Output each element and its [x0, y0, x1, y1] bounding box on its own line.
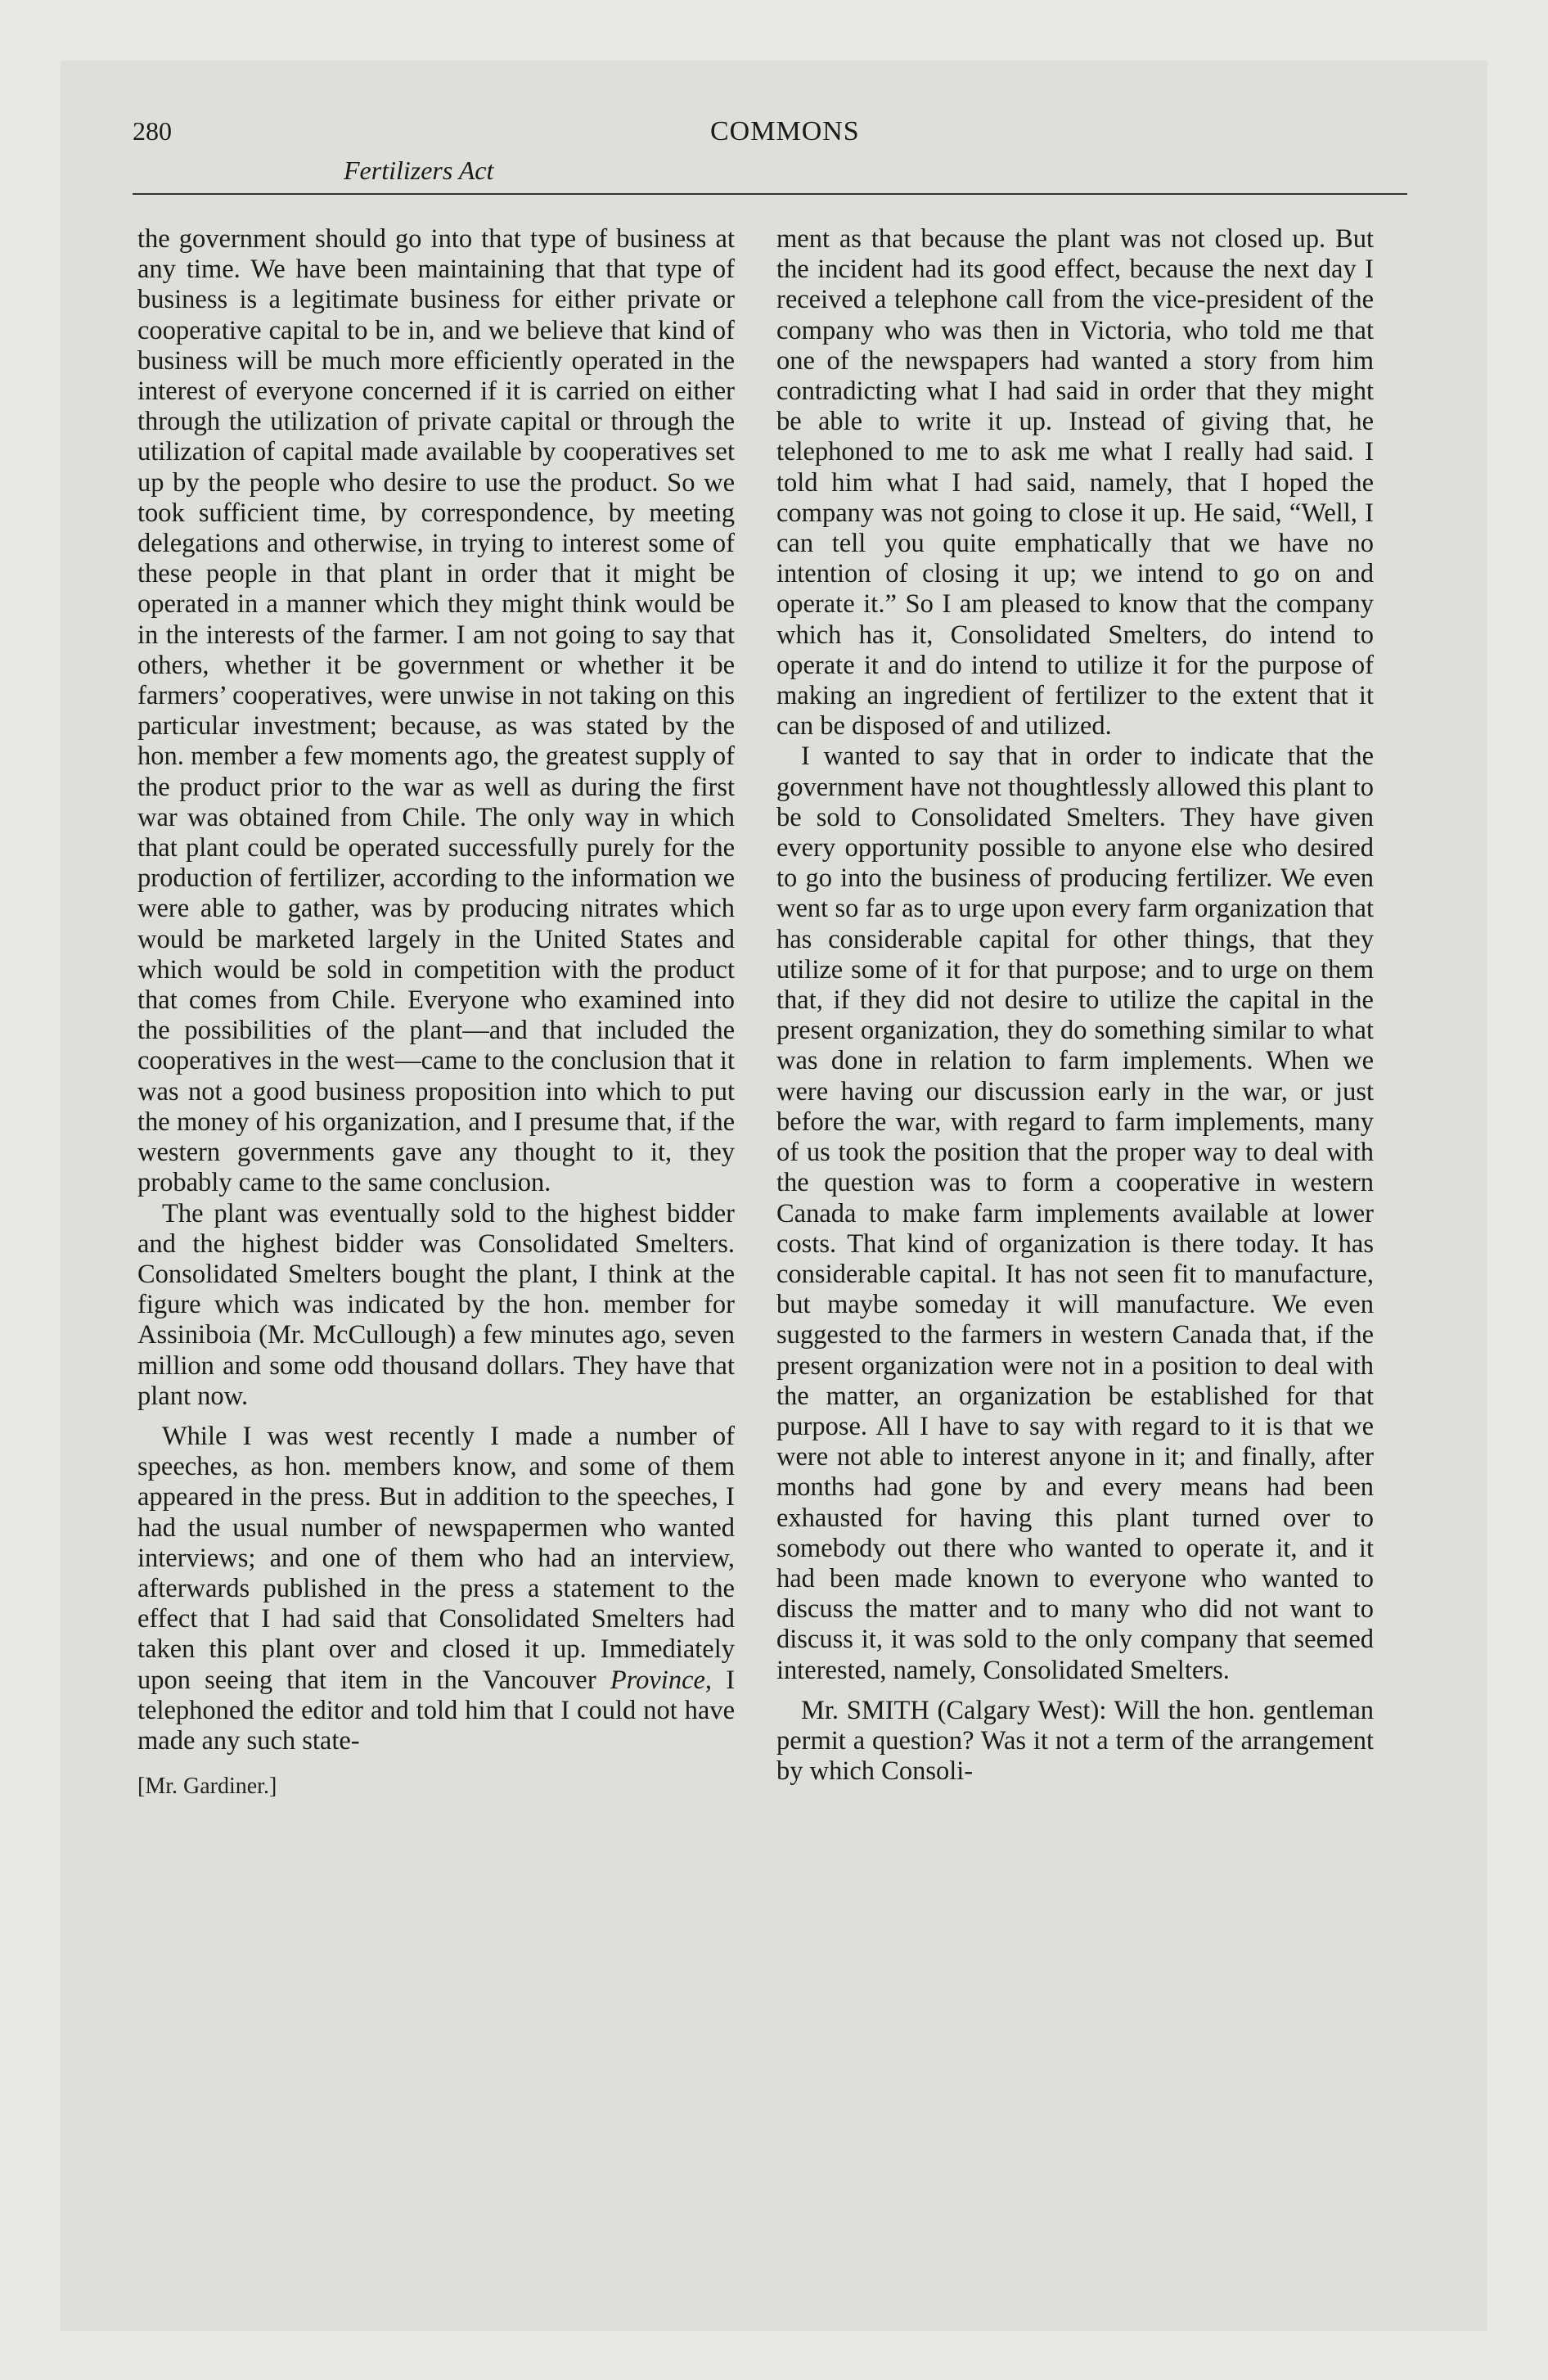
left-paragraph-1: the government should go into that type of business at any time. We have been maintaining that that type of business is a legitimate business for either private or cooperative capital to be in, and we believe that kind of business will be much more efficiently operated in the interest of everyone concerned if it is carried on either through the utilization of private capital or through the utilization of capital made available by cooperatives set up by the people who desire to use the product. So we took sufficient time, by correspondence, by meeting delegations and otherwise, in trying to interest some of these people in that plant in order that it might be operated in a manner which they might think would be in the interests of the farmer. I am not going to say that others, whether it be government or whether it be farmers’ cooperatives, were unwise in not taking on this particular investment; because, as was stated by the hon. member a few moments ago, the greatest supply of the product prior to the war as well as during the first war was obtained from Chile. The only way in which that plant could be operated successfully purely for the production of fertilizer, according to the information we were able to gather, was by producing nitrates which would be marketed largely in the United States and which would be sold in competition with the product that comes from Chile. Everyone who examined into the possibilities of the plant—and that included the cooperatives in the west—came to the conclusion that it was not a good business proposition into which to put the money of his organization, and I presume that, if the western governments gave any thought to it, they probably came to the same conclusion. — [137, 224, 735, 1198]
left-paragraph-3-end: I telephoned the editor and told him that I could not have made any such state- — [137, 1665, 736, 1756]
newspaper-name: Province, — [610, 1665, 713, 1695]
page-header — [133, 116, 1409, 198]
right-paragraph-1: ment as that because the plant was not closed up. But the incident had its good effect, because the next day I received a telephone call from the vice-president of the company who was then in Victoria, who told me that one of the newspapers had wanted a story from him contradicting what I had said in order that they might be able to write it up. Instead of giving that, he telephoned to me to ask me what I really had said. I told him what I had said, namely, that I hoped the company was not going to close it up. He said, “Well, I can tell you quite emphatically that we have no intention of closing it up; we intend to go on and operate it.” So I am pleased to know that the company which has it, Consolidated Smelters, do intend to operate it and do intend to utilize it for the purpose of making an ingredient of fertilizer to the extent that it can be disposed of and utilized. — [776, 224, 1374, 741]
right-column — [776, 224, 1374, 1787]
document-page — [61, 61, 1487, 2331]
left-paragraph-2: The plant was eventually sold to the highest bidder and the highest bidder was Consolidated Smelters. Consolidated Smelters bought the plant, I think at the figure which was indicated by the hon. member for Assiniboia (Mr. McCullough) a few minutes ago, seven million and some odd thousand dollars. They have that plant now. — [137, 1198, 735, 1411]
left-paragraph-3 — [137, 1422, 735, 1756]
right-paragraph-2: I wanted to say that in order to indicate that the government have not thoughtlessly allowed this plant to be sold to Consolidated Smelters. They have given every opportunity possible to anyone else who desired to go into the business of producing fertilizer. We even went so far as to urge upon every farm organization that has considerable capital for other things, that they utilize some of it for that purpose; and to urge on them that, if they did not desire to utilize the capital in the present organization, they do something similar to what was done in relation to farm implements. When we were having our discussion early in the war, or just before the war, with regard to farm implements, many of us took the position that the proper way to deal with the question was to form a cooperative in western Canada to make farm implements available at lower costs. That kind of organization is there today. It has considerable capital. It has not seen fit to manufacture, but maybe someday it will manufacture. We even suggested to the farmers in western Canada that, if the present organization were not in a position to deal with the matter, an organization be established for that purpose. All I have to say with regard to it is that we were not able to interest anyone in it; and finally, after months had gone by and every means had been exhausted for having this plant turned over to somebody out there who wanted to operate it, and it had been made known to everyone who wanted to discuss the matter and to many who did not want to discuss it, it was sold to the only company that seemed interested, namely, Consolidated Smelters. — [776, 741, 1374, 1685]
left-column — [137, 224, 735, 1801]
running-subtitle: Fertilizers Act — [344, 156, 494, 185]
header-rule — [133, 193, 1407, 195]
left-paragraph-3-text: While I was west recently I made a number of speeches, as hon. members know, and some of them appeared in the press. But in addition to the speeches, I had the usual number of newspapermen who wanted interviews; and one of them who had an interview, afterwards published in the press a statement to the effect that I had said that Consolidated Smelters had taken this plant over and closed it up. Immediately upon seeing that item in the Vancouver — [137, 1421, 735, 1695]
page-number: 280 — [133, 116, 172, 146]
running-title: COMMONS — [710, 116, 860, 146]
right-paragraph-3: Mr. SMITH (Calgary West): Will the hon. gentleman permit a question? Was it not a term of the arrangement by which Consoli- — [776, 1695, 1374, 1787]
speaker-note: [Mr. Gardiner.] — [137, 1774, 277, 1800]
